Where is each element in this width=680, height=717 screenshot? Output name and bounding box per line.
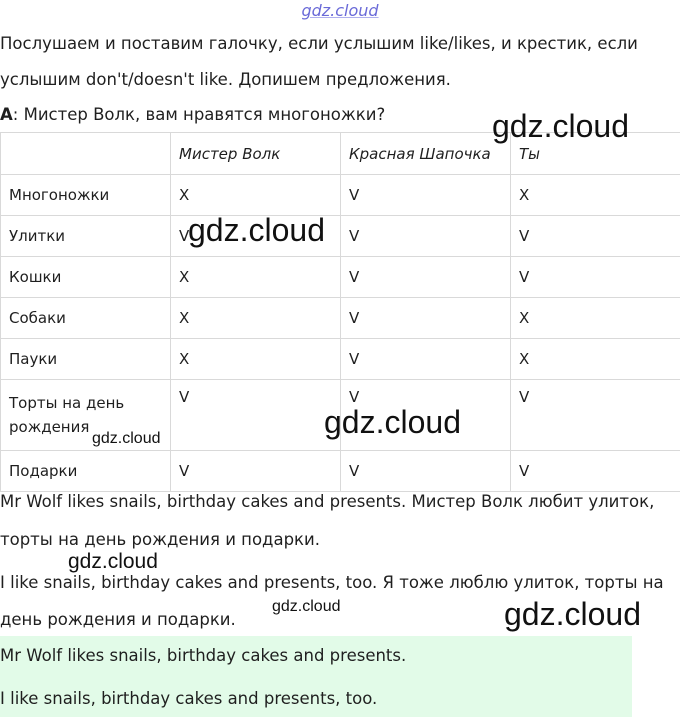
header-watermark: gdz.cloud: [301, 1, 379, 20]
row-label: Пауки: [1, 339, 171, 380]
mark-cell: X: [511, 339, 680, 380]
mark-cell: V: [511, 451, 680, 492]
watermark: gdz.cloud: [188, 212, 325, 248]
mark-cell: V: [511, 257, 680, 298]
mark-cell: X: [511, 298, 680, 339]
table-row: [1, 216, 680, 257]
watermark: gdz.cloud: [492, 108, 629, 144]
watermark: gdz.cloud: [272, 598, 341, 615]
row-label: Улитки: [1, 216, 171, 257]
table-header-cell: Красная Шапочка: [341, 133, 511, 175]
mark-cell: V: [511, 216, 680, 257]
answer-highlight: [0, 636, 632, 717]
task-question: [0, 104, 385, 126]
mark-cell: V: [341, 298, 511, 339]
mark-cell: X: [171, 298, 341, 339]
answer-line-1: Mr Wolf likes snails, birthday cakes and presents.: [0, 646, 407, 665]
mark-cell: V: [341, 451, 511, 492]
watermark: gdz.cloud: [324, 404, 461, 440]
sentence-1-line-2: торты на день рождения и подарки.: [0, 530, 320, 549]
table-header-cell: Мистер Волк: [171, 133, 341, 175]
task-text: : Мистер Волк, вам нравятся многоножки?: [12, 105, 386, 124]
sentence-2-line-2: день рождения и подарки.: [0, 610, 236, 629]
watermark: gdz.cloud: [92, 430, 161, 447]
table-row: [1, 451, 680, 492]
mark-cell: V: [171, 216, 341, 257]
row-label: Собаки: [1, 298, 171, 339]
row-label: Кошки: [1, 257, 171, 298]
table-row: [1, 257, 680, 298]
task-letter: A: [0, 105, 13, 124]
mark-cell: X: [511, 175, 680, 216]
mark-cell: V: [341, 339, 511, 380]
answer-line-2: I like snails, birthday cakes and presents, too.: [0, 689, 378, 708]
table-header-cell: [1, 133, 171, 175]
table-row: [1, 175, 680, 216]
mark-cell: V: [511, 380, 680, 451]
row-label: Подарки: [1, 451, 171, 492]
intro-line-2: услышим don't/doesn't like. Допишем предложения.: [0, 70, 451, 89]
mark-cell: X: [171, 339, 341, 380]
mark-cell: V: [341, 216, 511, 257]
sentence-2-line-1: I like snails, birthday cakes and presents, too. Я тоже люблю улиток, торты на: [0, 573, 664, 592]
mark-cell: X: [171, 257, 341, 298]
sentence-1-line-1: Mr Wolf likes snails, birthday cakes and presents. Мистер Волк любит улиток,: [0, 492, 655, 511]
row-label: Многоножки: [1, 175, 171, 216]
mark-cell: V: [341, 380, 511, 451]
intro-line-1: Послушаем и поставим галочку, если услышим like/likes, и крестик, если: [0, 34, 638, 53]
mark-cell: X: [171, 175, 341, 216]
mark-cell: V: [341, 257, 511, 298]
row-label: Торты на день рождения: [1, 380, 171, 451]
mark-cell: V: [341, 175, 511, 216]
watermark: gdz.cloud: [504, 596, 641, 632]
mark-cell: V: [171, 451, 341, 492]
watermark: gdz.cloud: [68, 550, 158, 573]
table-row: [1, 339, 680, 380]
table-row: [1, 298, 680, 339]
table-header-cell: Ты: [511, 133, 680, 175]
mark-cell: V: [171, 380, 341, 451]
